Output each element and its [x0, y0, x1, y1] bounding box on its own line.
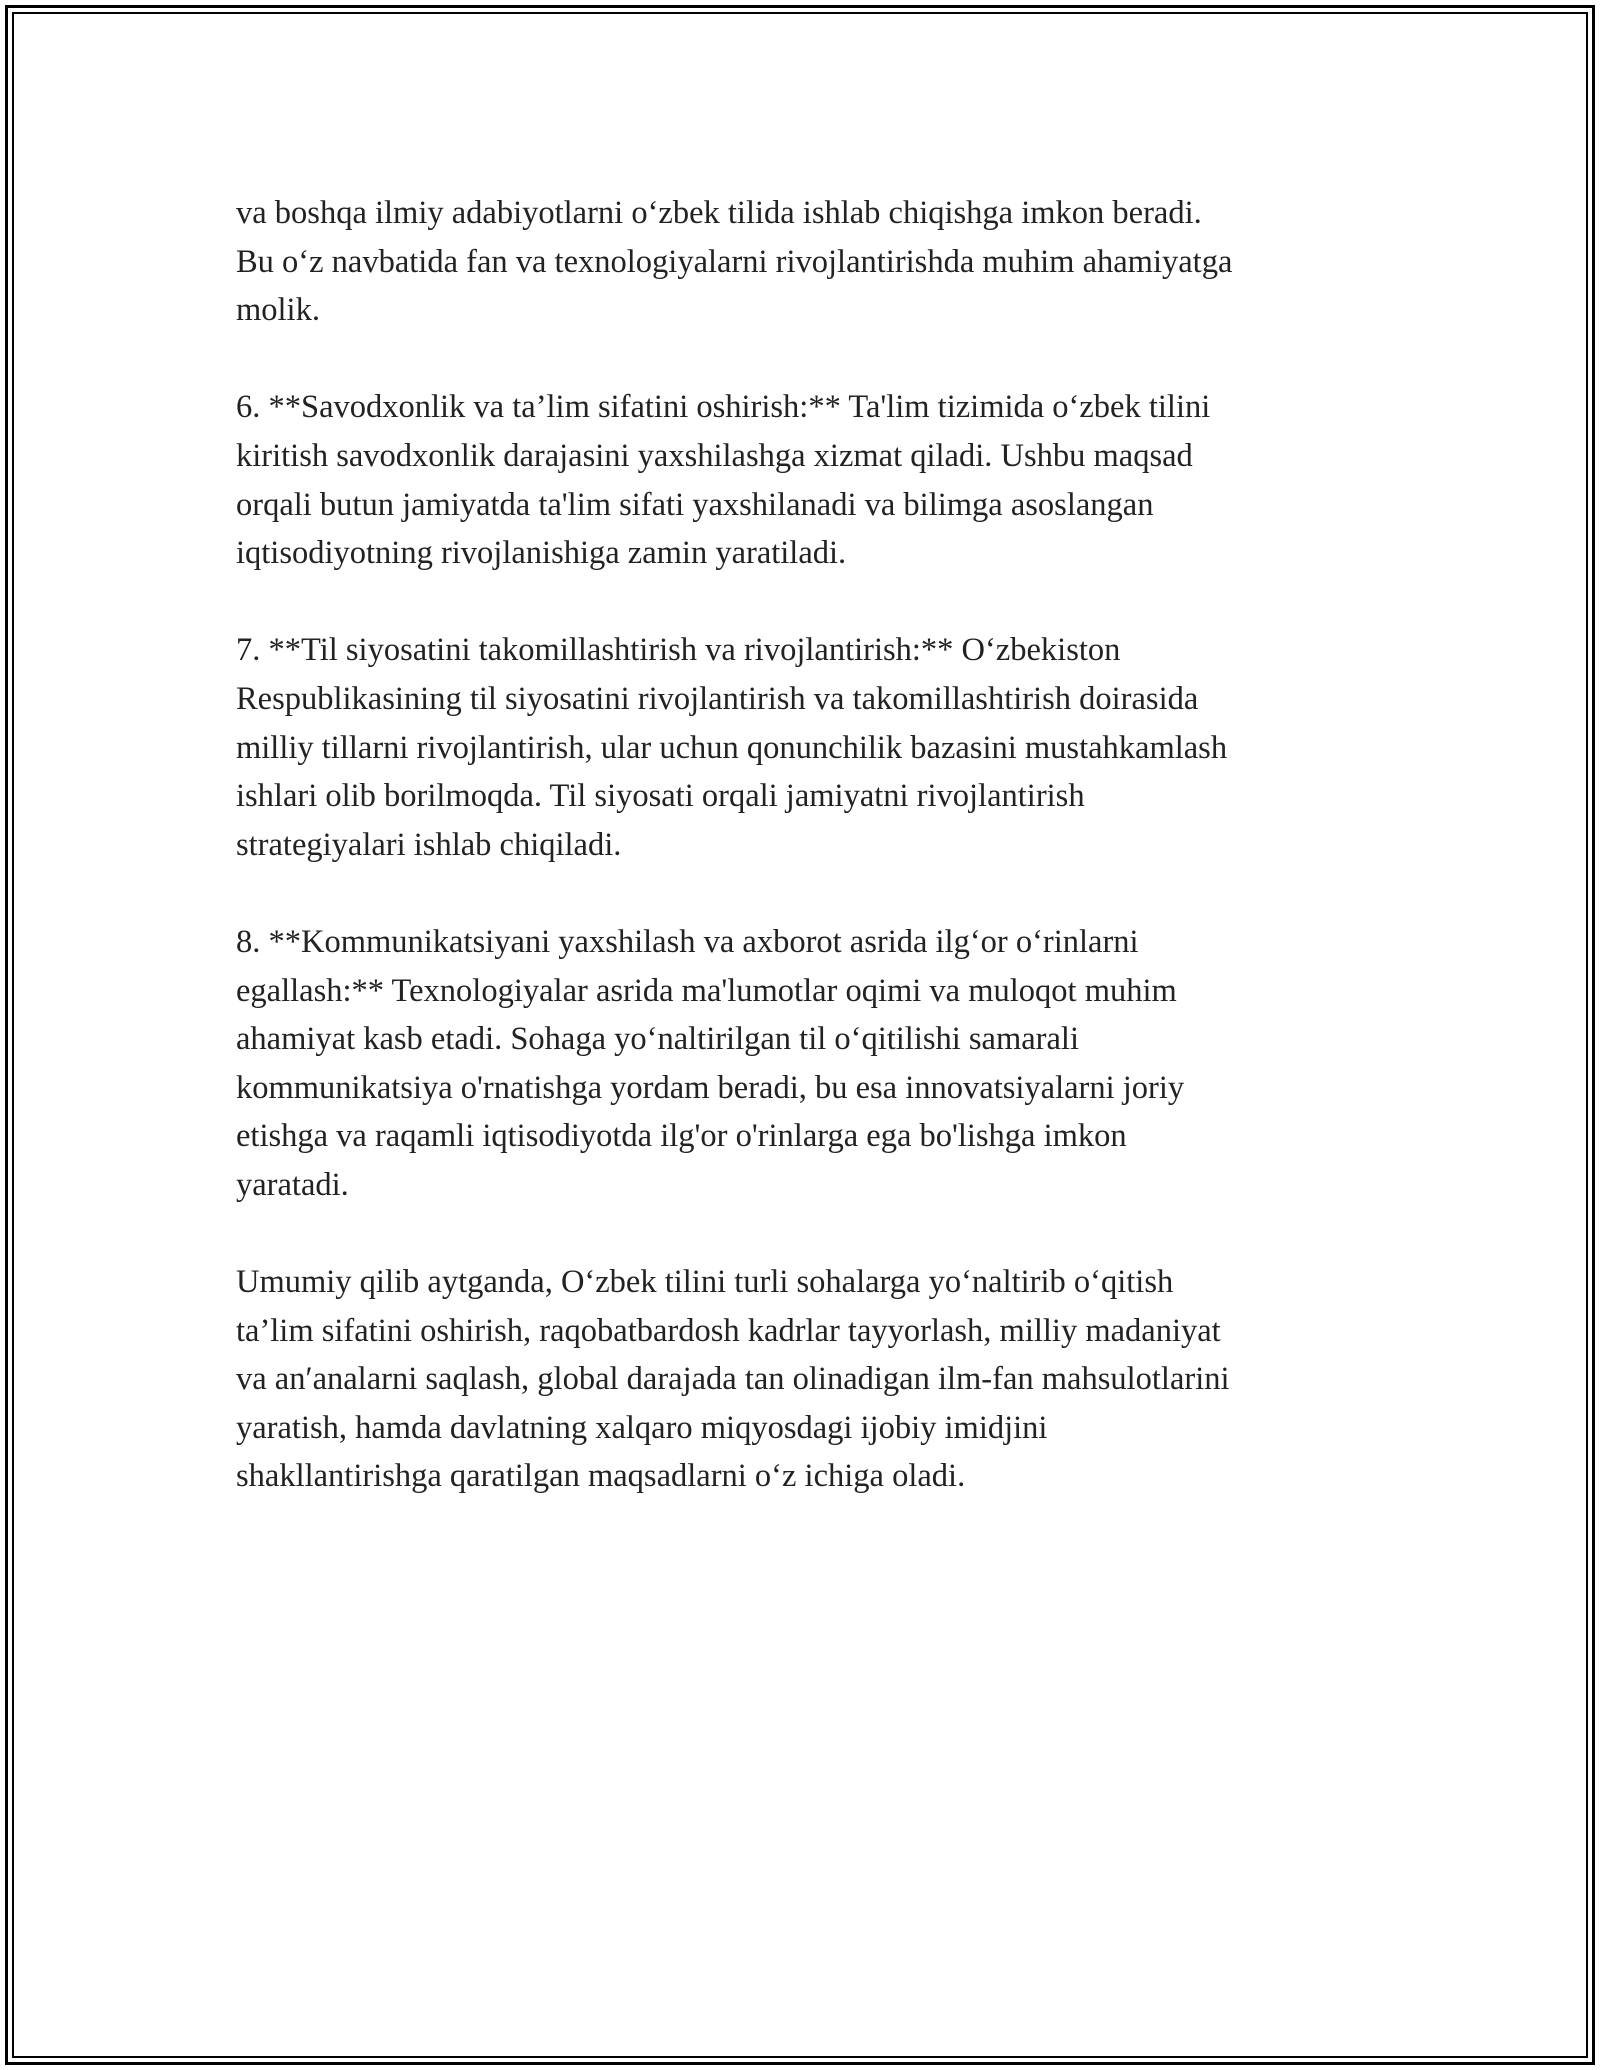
text-line: iqtisodiyotning rivojlanishiga zamin yaratiladi.: [236, 535, 847, 572]
text-line: ahamiyat kasb etadi. Sohaga yo‘naltirilgan til o‘qitilishi samarali: [236, 1021, 1079, 1058]
text-line: Bu o‘z navbatida fan va texnologiyalarni rivojlantirishda muhim ahamiyatga: [236, 243, 1233, 280]
document-body: [236, 189, 1376, 1550]
text-line: yaratadi.: [236, 1166, 349, 1203]
text-line: va an′analarni saqlash, global darajada tan olinadigan ilm-fan mahsulotlarini: [236, 1361, 1230, 1398]
text-line: milliy tillarni rivojlantirish, ular uchun qonunchilik bazasini mustahkamlash: [236, 729, 1228, 766]
text-line: etishga va raqamli iqtisodiyotda ilg'or o'rinlarga ega bo'lishga imkon: [236, 1118, 1127, 1155]
text-line: va boshqa ilmiy adabiyotlarni o‘zbek tilida ishlab chiqishga imkon beradi.: [236, 195, 1202, 231]
text-line: 6. **Savodxonlik va ta’lim sifatini oshirish:** Ta'lim tizimida o‘zbek tilini: [236, 389, 1211, 426]
text-line: Umumiy qilib aytganda, O‘zbek tilini turli sohalarga yo‘naltirib o‘qitish: [236, 1264, 1174, 1301]
paragraph-item-6: [236, 383, 1376, 577]
text-line: ta’lim sifatini oshirish, raqobatbardosh kadrlar tayyorlash, milliy madaniyat: [236, 1312, 1221, 1349]
text-line: shakllantirishga qaratilgan maqsadlarni o‘z ichiga oladi.: [236, 1458, 966, 1495]
text-line: Respublikasining til siyosatini rivojlantirish va takomillashtirish doirasida: [236, 680, 1199, 717]
paragraph-conclusion: [236, 1258, 1376, 1501]
text-line: kommunikatsiya o'rnatishga yordam beradi, bu esa innovatsiyalarni joriy: [236, 1069, 1185, 1106]
paragraph-continuation: [236, 189, 1376, 335]
paragraph-item-8: [236, 918, 1376, 1210]
text-line: orqali butun jamiyatda ta'lim sifati yaxshilanadi va bilimga asoslangan: [236, 486, 1154, 523]
paragraph-item-7: [236, 626, 1376, 869]
text-line: strategiyalari ishlab chiqiladi.: [236, 826, 622, 863]
text-line: molik.: [236, 292, 320, 329]
text-line: ishlari olib borilmoqda. Til siyosati orqali jamiyatni rivojlantirish: [236, 778, 1085, 815]
text-line: yaratish, hamda davlatning xalqaro miqyosdagi ijobiy imidjini: [236, 1409, 1048, 1446]
text-line: 8. **Kommunikatsiyani yaxshilash va axborot asrida ilg‘or o‘rinlarni: [236, 923, 1139, 960]
text-line: 7. **Til siyosatini takomillashtirish va rivojlantirish:** O‘zbekiston: [236, 632, 1121, 669]
text-line: kiritish savodxonlik darajasini yaxshilashga xizmat qiladi. Ushbu maqsad: [236, 437, 1193, 474]
text-line: egallash:** Texnologiyalar asrida ma'lumotlar oqimi va muloqot muhim: [236, 972, 1177, 1009]
